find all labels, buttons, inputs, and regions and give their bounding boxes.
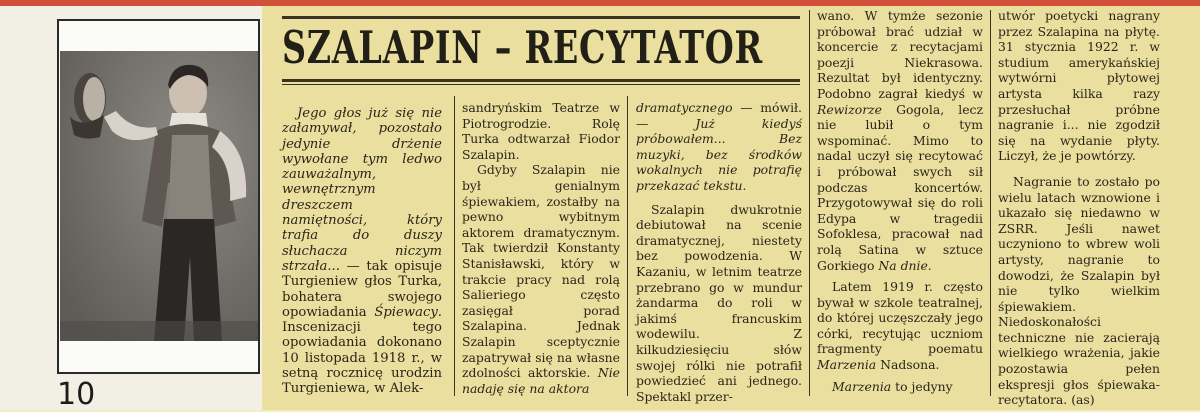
col4-paragraph-3 [817, 379, 983, 395]
col4-p2-work: Marzenia [817, 357, 877, 373]
col5-paragraph-1: utwór poetycki nagrany przez Szalapina na płytę. 31 stycznia 1922 r. w studium amerykańskiej wytwórni płytowej artysta kilka razy przesłuchał próbne nagranie i... nie zgodził się na wydanie płyty. Liczył, że je powtórzy. [998, 8, 1160, 164]
col4-p1-text-c: . [927, 257, 932, 273]
col2-paragraph-1: sandryńskim Teatrze w Piotrogrodzie. Rolę Turka odtwarzał Fiodor Szalapin. [462, 100, 620, 162]
article-column-4 [817, 8, 983, 396]
col5-paragraph-2: Nagranie to zostało po wielu latach wznowione i ukazało się niedawno w ZSRR. Jeśli nawet uczyniono to wbrew woli artysty, nagranie to dowodzi, że Szalapin był nie tylko wielkim śpiewakiem. Niedoskonałości techniczne nie zacierają wielkiego wrażenia, jakie pozostawia pełen ekspresji głos śpiewaka-recytatora. (as) [998, 173, 1160, 408]
lead-quote: Jego głos już się nie załamywał, pozostało jedynie drżenie wywołane tym ledwo zauważalnym, wewnętrznym dreszczem namiętności, który trafia do duszy słuchacza niczym strzała... [282, 106, 442, 274]
col4-paragraph-2 [817, 279, 983, 373]
page-number: 10 [57, 377, 96, 412]
col4-p1-work: Rewizorze [817, 101, 883, 117]
column-rule-1 [454, 96, 455, 396]
col4-p1-work2: Na dnie [878, 257, 928, 273]
col4-p1-text-b: Gogola, lecz nie lubił o tym wspominać. Mimo to nadal uczył się recytować i próbował swych sił podczas koncertów. Przygotowywał się do roli Edypa w tragedii Sofoklesa, pracował nad rolą Satina w sztuce Gorkiego [817, 101, 983, 273]
column-rule-4 [990, 10, 991, 396]
title-rule-bottom [282, 79, 800, 82]
title-rule-bottom-thin [282, 84, 800, 85]
col2-p2-text: Gdyby Szalapin nie był genialnym śpiewakiem, zostałby na pewno wybitnym aktorem dramatycznym. Tak twierdził Konstanty Stanisławski, który w trakcie pracy nad rolą Salieriego często zasięgał porad Szalapina. Jednak Szalapin sceptycznie zapatrywał się na własne zdolności aktorskie. [462, 162, 620, 381]
col4-p3-text: to jedyny [891, 378, 953, 394]
col4-paragraph-1 [817, 8, 983, 273]
col3-p1-quote-b: Już kiedyś próbowałem... Bez muzyki, bez środków wokalnych nie potrafię przekazać tekstu. [636, 115, 802, 193]
col4-p1-text-a: wano. W tymże sezonie próbował brać udział w koncercie z recytacjami poezji Niekrasowa. Rezultat był identyczny. Podobno zagrał kiedyś w [817, 8, 983, 101]
col4-p2-text-b: Nadsona. [876, 357, 940, 373]
article-column-5 [998, 8, 1160, 408]
lead-work-title: Śpiewacy [374, 304, 438, 320]
lead-text-a: — tak opisuje Turgieniew głos Turka, bohatera swojego opowiadania [282, 258, 442, 320]
photo-illustration [60, 51, 258, 341]
article-column-1 [282, 106, 442, 402]
article-column-3 [636, 100, 802, 404]
col3-paragraph-1 [636, 100, 802, 194]
article-column-2 [462, 100, 620, 396]
col3-p1-text: — mówił. — [636, 100, 802, 131]
col2-paragraph-2 [462, 162, 620, 396]
col4-p3-work: Marzenia [832, 378, 892, 394]
lead-text-b: . Inscenizacji tego opowiadania dokonano 10 listopada 1918 r., w setną rocznicę urodzin Turgieniewa, w Alek- [282, 304, 442, 397]
article-title: SZALAPIN – RECYTATOR [282, 21, 763, 74]
column-rule-3 [809, 10, 810, 396]
photo-szalapin-as-turka [60, 51, 258, 341]
col3-paragraph-2: Szalapin dwukrotnie debiutował na scenie dramatycznej, niestety bez powodzenia. W Kazaniu, w letnim teatrze przebrano go w mundur żandarma do roli w jakimś francuskim wodewilu. Z kilkudziesięciu słów swojej rólki nie potrafił powiedzieć ani jednego. Spektakl przer- [636, 201, 802, 404]
lead-paragraph [282, 106, 442, 397]
title-rule-top [282, 16, 800, 19]
col2-p2-quote: Nie nadaję się na aktora [462, 365, 620, 396]
column-rule-2 [627, 96, 628, 396]
col3-p1-quote-a: dramatycznego [636, 100, 733, 115]
col4-p2-text-a: Latem 1919 r. często bywał w szkole teatralnej, do której uczęszczały jego córki, recytując uczniom fragmenty poematu [817, 279, 983, 357]
